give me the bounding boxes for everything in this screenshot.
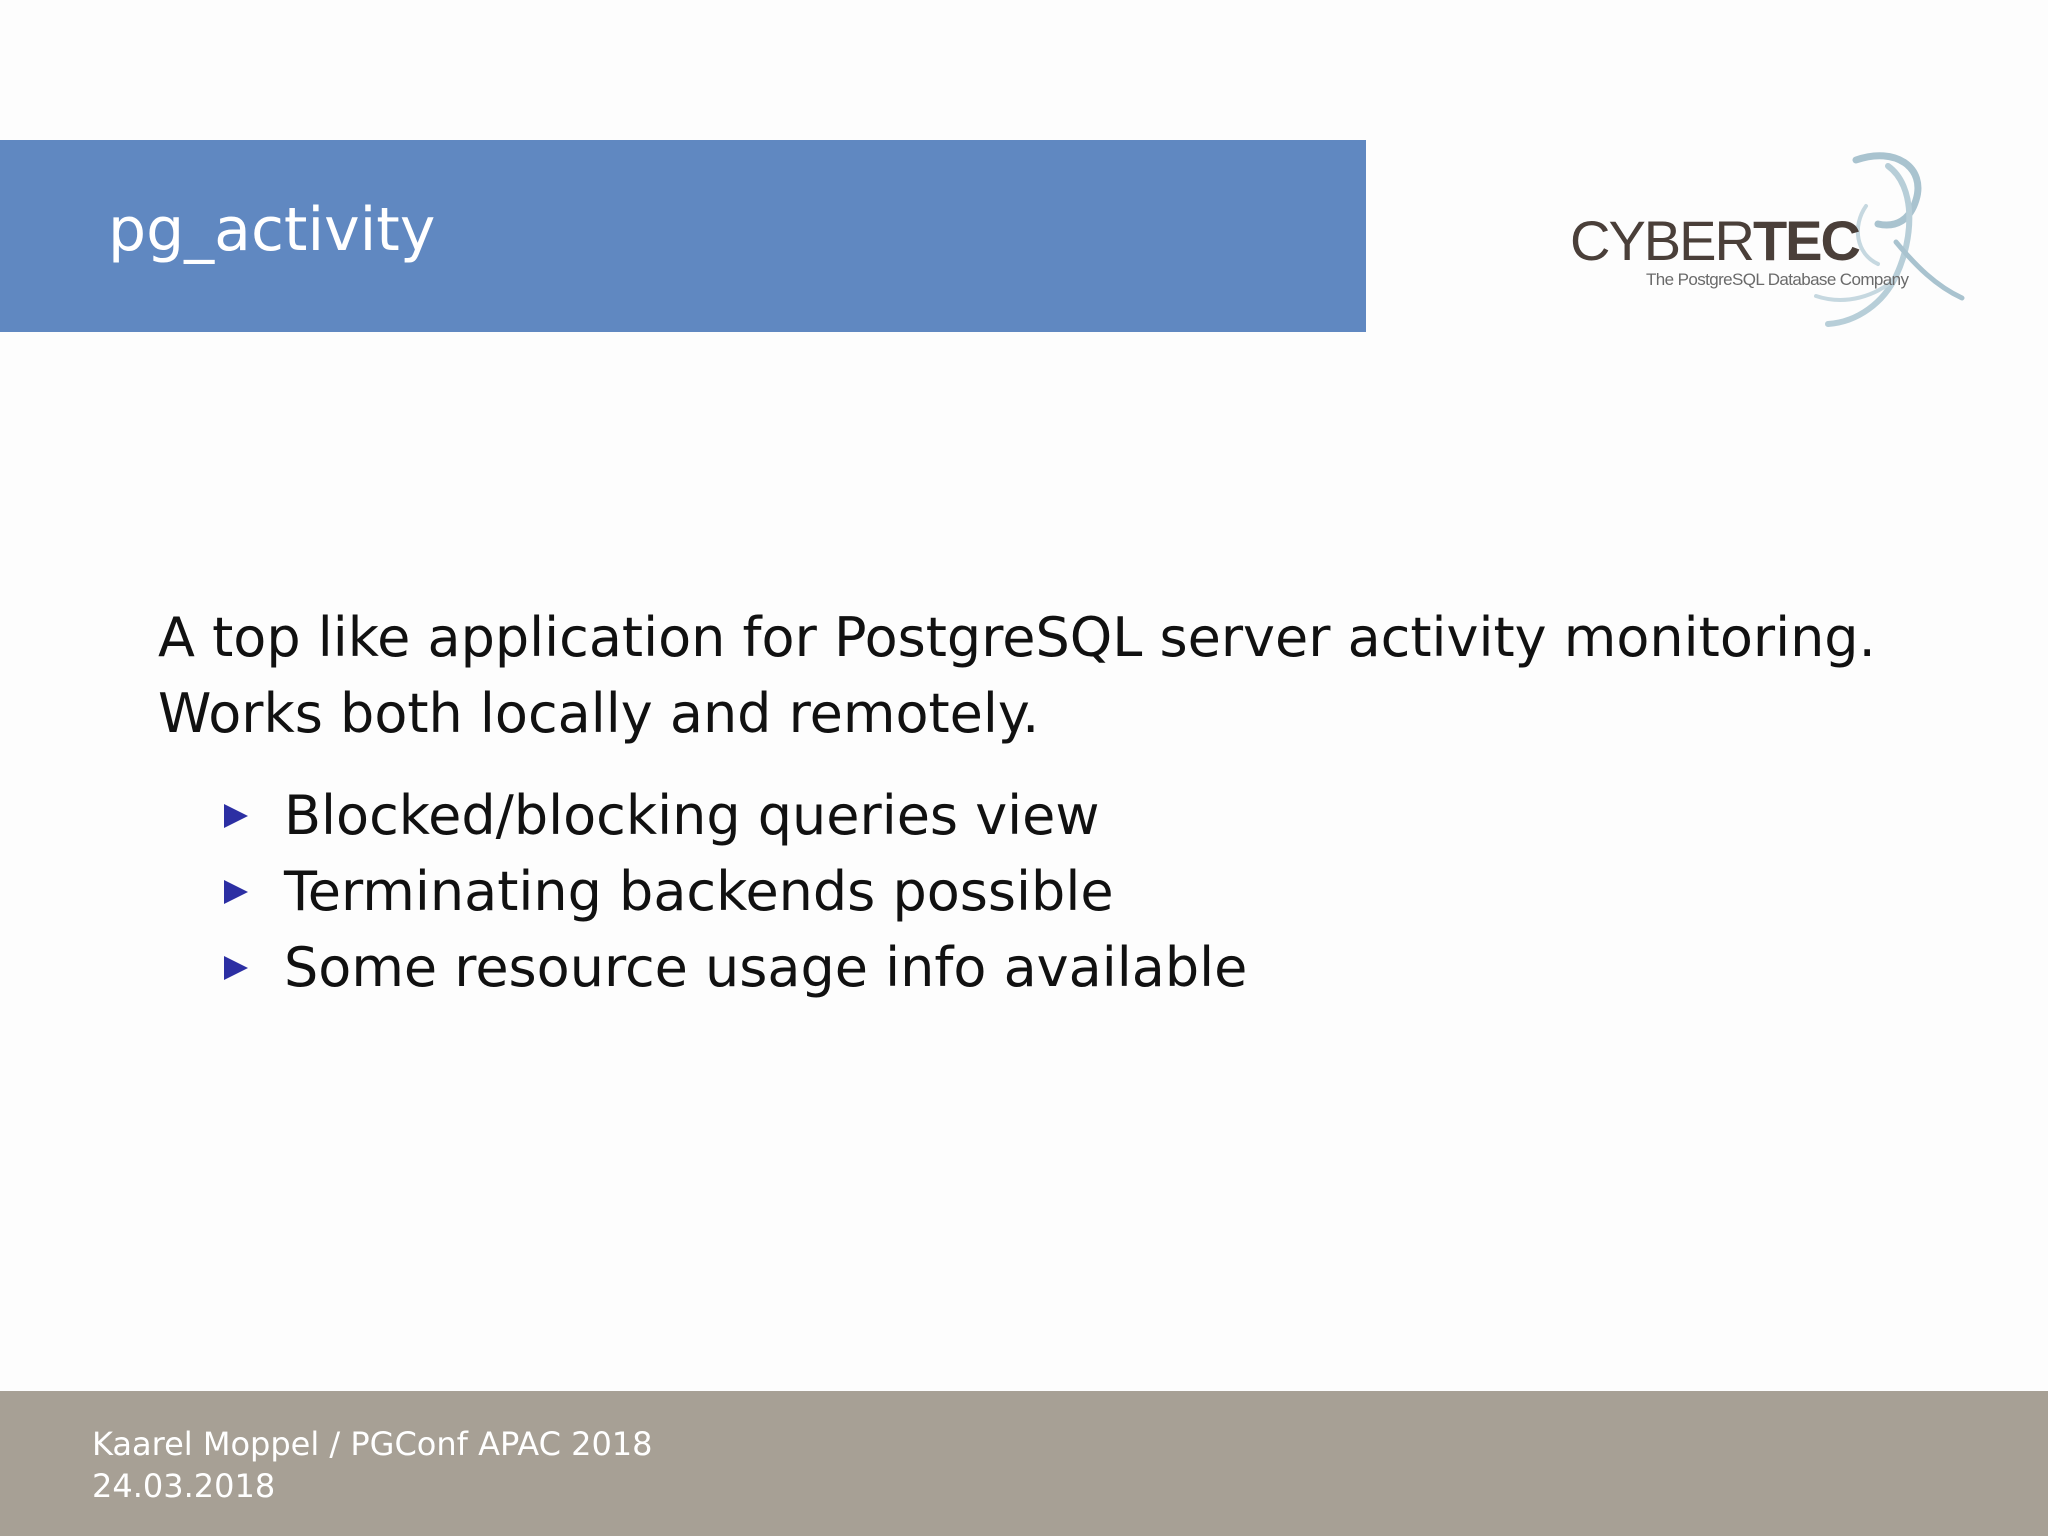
bullet-text: Terminating backends possible — [284, 860, 1114, 923]
intro-line-2: Works both locally and remotely. — [158, 682, 1040, 745]
footer-bar — [0, 1391, 2048, 1536]
intro-line-1: A top like application for PostgreSQL server activity monitoring. — [158, 606, 1876, 669]
footer-author-event: Kaarel Moppel / PGConf APAC 2018 — [92, 1425, 653, 1463]
list-item — [158, 930, 1958, 1006]
list-item — [158, 778, 1958, 854]
logo-word-light: CYBER — [1570, 209, 1753, 272]
slide-title: pg_activity — [108, 195, 436, 265]
list-item — [158, 854, 1958, 930]
footer-date: 24.03.2018 — [92, 1467, 276, 1505]
bullet-list — [158, 778, 1958, 1006]
logo-word-bold: TEC — [1752, 209, 1859, 272]
triangle-bullet-icon — [224, 880, 248, 904]
bullet-text: Some resource usage info available — [284, 936, 1248, 999]
triangle-bullet-icon — [224, 956, 248, 980]
triangle-bullet-icon — [224, 804, 248, 828]
bullet-text: Blocked/blocking queries view — [284, 784, 1100, 847]
cybertec-logo — [1566, 146, 1966, 332]
logo-tagline: The PostgreSQL Database Company — [1646, 270, 1909, 289]
logo-wordmark — [1570, 208, 1859, 273]
slide-body — [158, 600, 1958, 1006]
title-bar — [0, 140, 1366, 332]
